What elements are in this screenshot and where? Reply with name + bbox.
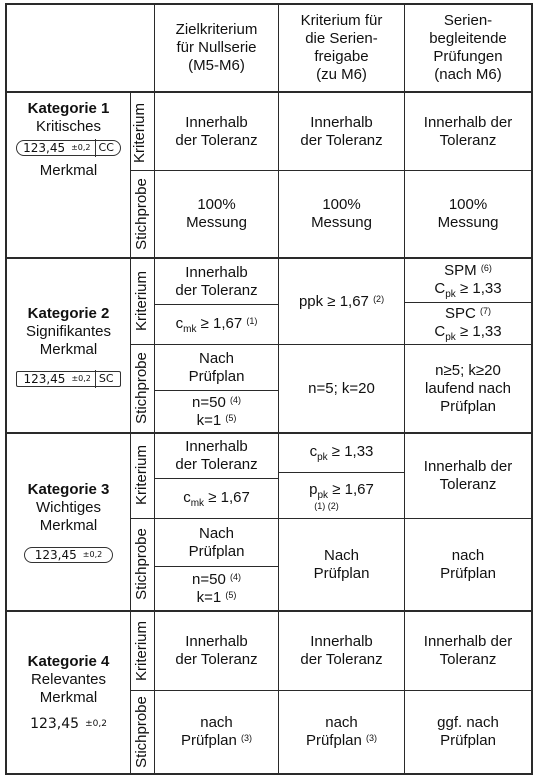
cat2-stichprobe-serie <box>405 345 531 432</box>
cat1-kriterium-freigabe <box>279 93 404 170</box>
category-3-title: Kategorie 3 <box>27 481 110 498</box>
cat2-cmk-value: ≥ 1,67 <box>196 314 247 332</box>
sc-symbol <box>16 371 120 387</box>
cat4-kriterium-null-line1: Innerhalb <box>185 633 248 650</box>
cat3-stichprobe-null-b <box>155 567 278 610</box>
cat2-spc-note: (7) <box>480 305 491 316</box>
cat3-ppk-note: (1) (2) <box>314 500 339 511</box>
header-nullserie-line3: (M5-M6) <box>188 57 245 74</box>
cat2-n-note: (4) <box>229 394 241 405</box>
cat4-symbol-tolerance: ±0,2 <box>85 718 107 729</box>
cat1-stichprobe-null-line2: Messung <box>186 214 247 231</box>
cat2-stichprobe-null-a <box>155 345 278 390</box>
category-2-title: Kategorie 2 <box>27 304 110 322</box>
cat2-cmk-symbol: c <box>175 314 184 332</box>
cat3-kriterium-freigabe-a <box>279 434 404 472</box>
cat4-kriterium-serie <box>405 612 531 690</box>
cat3-n-note: (4) <box>229 571 241 582</box>
side-kriterium-1: Kriterium <box>131 103 148 164</box>
cat4-stichprobe-freigabe-line2: Prüfplan <box>305 732 367 749</box>
header-freigabe-line2: die Serien- <box>305 30 378 47</box>
cat4-stichprobe-freigabe-line1: nach <box>325 714 358 731</box>
cc-symbol-mark: CC <box>95 139 114 157</box>
cat1-kriterium-serie-line2: Toleranz <box>439 131 497 149</box>
cat2-ppk-note: (2) <box>373 293 385 304</box>
cat3-n-value: n=50 <box>192 570 230 588</box>
cat3-k-value: k=1 <box>196 588 226 606</box>
cat2-stichprobe-serie-line1: n≥5; k≥20 <box>435 361 501 379</box>
header-serie-line3: Prüfungen <box>433 48 503 65</box>
category-4-name-line1: Relevantes <box>30 670 107 688</box>
cat1-stichprobe-freigabe-line1: 100% <box>322 196 361 213</box>
cat2-cmk-sub: mk <box>183 323 197 335</box>
cat2-spm-sub: pk <box>445 288 456 300</box>
side-stichprobe-4: Stichprobe <box>133 696 150 768</box>
cat2-kriterium-serie-spm <box>405 259 531 302</box>
cat4-kriterium-serie-line1: Innerhalb der <box>423 633 513 650</box>
cat3-cpk-value: ≥ 1,33 <box>327 443 374 460</box>
category-3-name-line2: Merkmal <box>39 517 98 534</box>
cat4-stichprobe-serie <box>405 691 531 773</box>
header-nullserie-line2: für Nullserie <box>176 39 257 56</box>
cat3-kriterium-null-a-line2: der Toleranz <box>175 456 258 473</box>
category-4-label <box>7 612 130 773</box>
cat3-kriterium-null-a-line1: Innerhalb <box>185 438 248 455</box>
cat1-kriterium-null-line1: Innerhalb <box>185 113 248 131</box>
cat3-stichprobe-serie-line1: nach <box>451 546 485 564</box>
cat3-cpk-sub: pk <box>317 452 328 463</box>
header-serie-line1: Serien- <box>443 12 493 29</box>
cat4-stichprobe-freigabe <box>279 691 404 773</box>
cat4-symbol <box>30 715 107 733</box>
cat1-kriterium-serie-line1: Innerhalb der <box>423 113 513 131</box>
cat2-stichprobe-null-b <box>155 391 278 432</box>
cat2-spm-value: ≥ 1,33 <box>455 279 502 297</box>
cat3-stichprobe-freigabe-line1: Nach <box>323 546 360 564</box>
header-serie-line4: (nach M6) <box>434 66 502 83</box>
cat1-stichprobe-freigabe-line2: Messung <box>311 214 372 231</box>
cat2-ppk-value: ppk ≥ 1,67 <box>298 292 374 310</box>
cat3-cpk-symbol: c <box>309 443 318 460</box>
cat2-stichprobe-serie-line2: laufend nach <box>425 379 511 397</box>
cat2-kriterium-null-a-line2: der Toleranz <box>175 281 258 299</box>
cat3-k-note: (5) <box>225 589 237 600</box>
category-2-name-line1: Signifikantes <box>25 322 112 340</box>
cat4-stichprobe-null-note: (3) <box>241 733 253 743</box>
cat1-stichprobe-serie <box>405 171 531 257</box>
category-1-title: Kategorie 1 <box>27 100 110 117</box>
cat2-spc-sub: pk <box>445 331 456 343</box>
cat2-stichprobe-serie-line3: Prüfplan <box>440 397 496 415</box>
cat2-kriterium-null-a <box>155 259 278 304</box>
cat4-stichprobe-freigabe-note: (3) <box>366 733 378 743</box>
category-2-label <box>7 259 130 432</box>
sc-symbol-tolerance: ±0,2 <box>71 373 91 383</box>
cat2-k-value: k=1 <box>196 411 226 429</box>
header-nullserie-line1: Zielkriterium <box>175 21 258 38</box>
cat3-kriterium-serie <box>405 434 531 518</box>
sc-symbol-value: 123,45 <box>23 371 66 386</box>
cat4-kriterium-null-line2: der Toleranz <box>175 651 258 668</box>
cat1-kriterium-freigabe-line1: Innerhalb <box>310 113 373 131</box>
category-1-name-line1: Kritisches <box>35 118 102 135</box>
cat3-kriterium-freigabe-b <box>279 473 404 518</box>
cat3-cmk-sub: mk <box>190 497 205 509</box>
cat2-kriterium-null-a-line1: Innerhalb <box>185 263 248 281</box>
cat2-kriterium-null-b <box>155 305 278 344</box>
cat3-cmk-value: ≥ 1,67 <box>204 488 250 506</box>
category-3-name-line1: Wichtiges <box>35 499 102 516</box>
cat2-stichprobe-freigabe <box>279 345 404 432</box>
cat2-stichprobe-freigabe-text: n=5; k=20 <box>308 379 375 397</box>
cat3-kriterium-null-a <box>155 434 278 478</box>
cat2-kriterium-freigabe <box>279 259 404 344</box>
header-freigabe-line1: Kriterium für <box>300 12 383 29</box>
cat1-stichprobe-serie-line1: 100% <box>448 196 488 213</box>
header-serie-line2: begleitende <box>429 30 507 47</box>
side-stichprobe-2: Stichprobe <box>133 352 150 424</box>
cat3-stichprobe-serie <box>405 519 531 610</box>
side-stichprobe-3: Stichprobe <box>133 528 150 600</box>
cat4-stichprobe-serie-line1: ggf. nach <box>437 714 499 731</box>
cat3-ppk-sub: pk <box>317 489 329 501</box>
cat1-stichprobe-null-line1: 100% <box>197 196 236 213</box>
category-1-name-line2: Merkmal <box>39 162 98 179</box>
cat4-stichprobe-serie-line2: Prüfplan <box>440 732 496 749</box>
cat3-kriterium-serie-line2: Toleranz <box>439 476 497 493</box>
cc-symbol-tolerance: ±0,2 <box>71 143 91 152</box>
side-kriterium-4: Kriterium <box>133 621 150 682</box>
cat1-stichprobe-freigabe <box>279 171 404 257</box>
cat3-stichprobe-null-a-line1: Nach <box>198 524 235 542</box>
header-serienbegleitend <box>405 5 531 91</box>
cat3-stichprobe-null-a-line2: Prüfplan <box>188 542 245 560</box>
category-4-name-line2: Merkmal <box>39 688 98 706</box>
cat2-spm-note: (6) <box>480 262 492 273</box>
cat3-symbol-value: 123,45 <box>34 548 77 562</box>
cat4-kriterium-freigabe <box>279 612 404 690</box>
cat4-stichprobe-null <box>155 691 278 773</box>
cat3-ppk-value: ≥ 1,67 <box>328 480 374 498</box>
cat3-ppk-symbol: p <box>309 480 318 498</box>
category-1-label <box>7 94 130 263</box>
cat3-symbol-tolerance: ±0,2 <box>82 550 103 559</box>
header-nullserie <box>155 5 278 91</box>
header-serienfreigabe <box>279 5 404 91</box>
cat2-spc-value: ≥ 1,33 <box>455 322 502 340</box>
cat2-stichprobe-null-a-line1: Nach <box>198 349 235 367</box>
cat3-symbol <box>24 547 113 563</box>
cat1-kriterium-null <box>155 93 278 170</box>
cc-symbol-value: 123,45 <box>23 141 66 155</box>
cat4-stichprobe-null-line1: nach <box>200 714 233 731</box>
cat1-stichprobe-null <box>155 171 278 257</box>
cat3-cmk-symbol: c <box>183 488 191 506</box>
cat1-stichprobe-serie-line2: Messung <box>437 214 499 231</box>
cat4-kriterium-serie-line2: Toleranz <box>439 651 497 668</box>
cc-symbol <box>16 140 121 156</box>
cat4-kriterium-null <box>155 612 278 690</box>
header-freigabe-line3: freigabe <box>314 48 369 65</box>
cat4-stichprobe-null-line2: Prüfplan <box>180 732 242 749</box>
cat2-n-value: n=50 <box>192 393 230 411</box>
cat3-stichprobe-serie-line2: Prüfplan <box>440 564 496 582</box>
category-2-name-line2: Merkmal <box>39 340 98 358</box>
cat2-spc-c: C <box>434 322 446 340</box>
cat2-stichprobe-null-a-line2: Prüfplan <box>188 367 245 385</box>
cat1-kriterium-null-line2: der Toleranz <box>175 131 258 149</box>
cat2-cmk-note: (1) <box>246 315 258 326</box>
cat1-kriterium-serie <box>405 93 531 170</box>
cat3-stichprobe-freigabe-line2: Prüfplan <box>313 564 370 582</box>
cat1-kriterium-freigabe-line2: der Toleranz <box>300 131 383 149</box>
category-3-label <box>7 434 130 610</box>
cat2-k-note: (5) <box>225 412 237 423</box>
cat3-kriterium-null-b <box>155 479 278 518</box>
side-stichprobe-1: Stichprobe <box>133 178 150 250</box>
cat3-stichprobe-freigabe <box>279 519 404 610</box>
sc-symbol-mark: SC <box>95 370 114 388</box>
side-kriterium-2: Kriterium <box>133 271 150 332</box>
cat2-spc-label: SPC <box>444 304 480 322</box>
side-kriterium-3: Kriterium <box>133 445 150 506</box>
cat3-kriterium-serie-line1: Innerhalb der <box>423 458 513 475</box>
header-freigabe-line4: (zu M6) <box>316 66 367 83</box>
cat2-spm-label: SPM <box>444 261 481 279</box>
cat4-kriterium-freigabe-line2: der Toleranz <box>300 651 383 668</box>
cat3-stichprobe-null-a <box>155 519 278 566</box>
cat2-spm-c: C <box>434 279 446 297</box>
cat4-kriterium-freigabe-line1: Innerhalb <box>310 633 373 650</box>
cat4-symbol-value: 123,45 <box>30 715 80 732</box>
category-4-title: Kategorie 4 <box>27 652 110 670</box>
cat2-kriterium-serie-spc <box>405 303 531 344</box>
